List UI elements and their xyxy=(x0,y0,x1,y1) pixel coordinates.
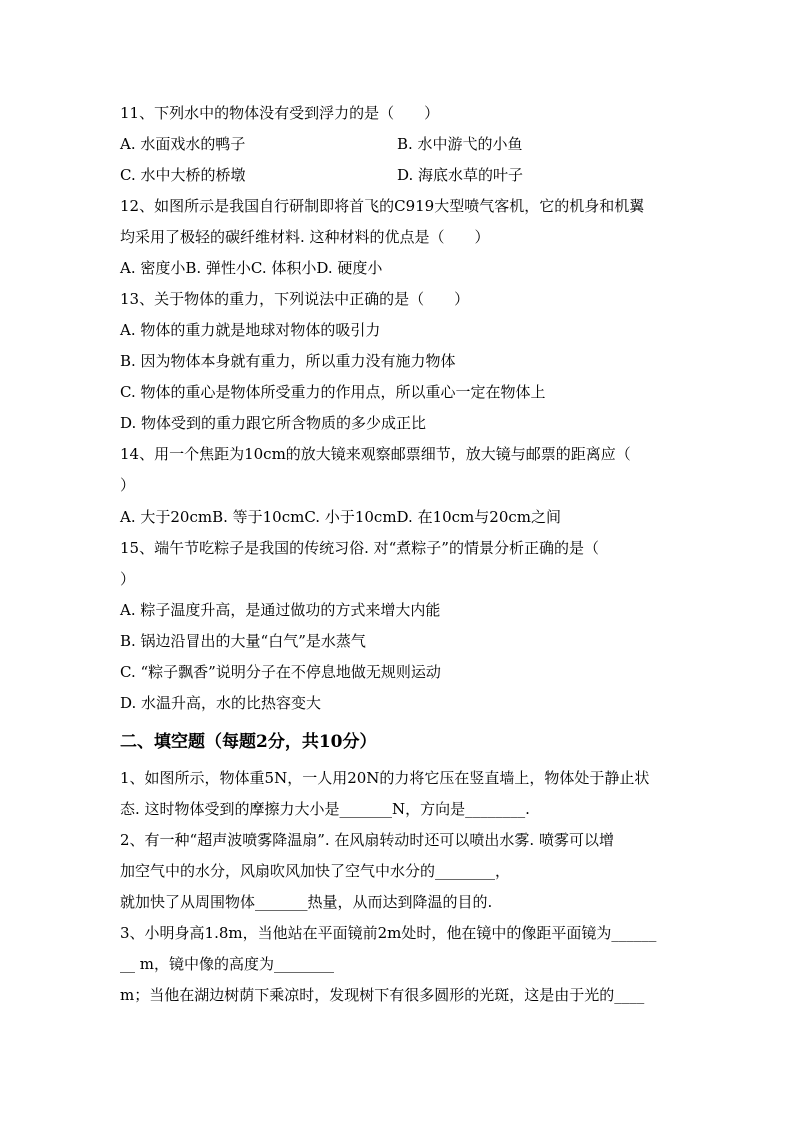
question-13-option-b: B. 因为物体本身就有重力，所以重力没有施力物体 xyxy=(120,352,456,370)
fill-1-line1: 1、如图所示，物体重5N，一人用20N的力将它压在竖直墙上，物体处于静止状 xyxy=(120,769,650,787)
question-15-option-d: D. 水温升高，水的比热容变大 xyxy=(120,694,322,712)
question-13-option-d: D. 物体受到的重力跟它所含物质的多少成正比 xyxy=(120,414,427,432)
question-14-options: A. 大于20cmB. 等于10cmC. 小于10cmD. 在10cm与20cm之间 xyxy=(120,508,561,526)
question-12-options: A. 密度小B. 弹性小C. 体积小D. 硬度小 xyxy=(120,259,383,277)
fill-3-line1: 3、小明身高1.8m，当他站在平面镜前2m处时，他在镜中的像距平面镜为______ xyxy=(120,924,657,942)
question-11-stem: 11、下列水中的物体没有受到浮力的是（ ） xyxy=(120,104,440,122)
question-14-stem-line1: 14、用一个焦距为10cm的放大镜来观察邮票细节，放大镜与邮票的距离应（ xyxy=(120,445,631,463)
section-2-heading: 二、填空题（每题2分，共10分） xyxy=(120,732,377,752)
question-13-option-a: A. 物体的重力就是地球对物体的吸引力 xyxy=(120,321,381,339)
question-11-option-a: A. 水面戏水的鸭子 xyxy=(120,135,246,153)
fill-1-line2: 态. 这时物体受到的摩擦力大小是_______N，方向是________. xyxy=(120,800,530,818)
question-12-stem-line2: 均采用了极轻的碳纤维材料. 这种材料的优点是（ ） xyxy=(120,228,490,246)
question-13-stem: 13、关于物体的重力，下列说法中正确的是（ ） xyxy=(120,290,470,308)
question-11-option-c: C. 水中大桥的桥墩 xyxy=(120,166,246,184)
question-15-option-a: A. 粽子温度升高，是通过做功的方式来增大内能 xyxy=(120,601,441,619)
question-15-stem-line1: 15、端午节吃粽子是我国的传统习俗. 对“煮粽子”的情景分析正确的是（ xyxy=(120,539,599,557)
question-12-stem-line1: 12、如图所示是我国自行研制即将首飞的C919大型喷气客机，它的机身和机翼 xyxy=(120,197,645,215)
question-15-option-b: B. 锅边沿冒出的大量“白气”是水蒸气 xyxy=(120,632,366,650)
question-14-stem-line2: ） xyxy=(120,476,136,494)
question-11-option-b: B. 水中游弋的小鱼 xyxy=(397,135,523,153)
fill-3-line2: __ m，镜中像的高度为________ xyxy=(120,955,334,973)
question-11-option-d: D. 海底水草的叶子 xyxy=(397,166,524,184)
fill-2-line3: 就加快了从周围物体_______热量，从而达到降温的目的. xyxy=(120,893,493,911)
question-13-option-c: C. 物体的重心是物体所受重力的作用点，所以重心一定在物体上 xyxy=(120,383,546,401)
fill-2-line1: 2、有一种“超声波喷雾降温扇”. 在风扇转动时还可以喷出水雾. 喷雾可以增 xyxy=(120,831,614,849)
fill-2-line2: 加空气中的水分，风扇吹风加快了空气中水分的________， xyxy=(120,862,511,880)
question-15-option-c: C. “粽子飘香”说明分子在不停息地做无规则运动 xyxy=(120,663,441,681)
fill-3-line3: m；当他在湖边树荫下乘凉时，发现树下有很多圆形的光斑，这是由于光的____ xyxy=(120,986,645,1004)
question-15-stem-line2: ） xyxy=(120,570,136,588)
